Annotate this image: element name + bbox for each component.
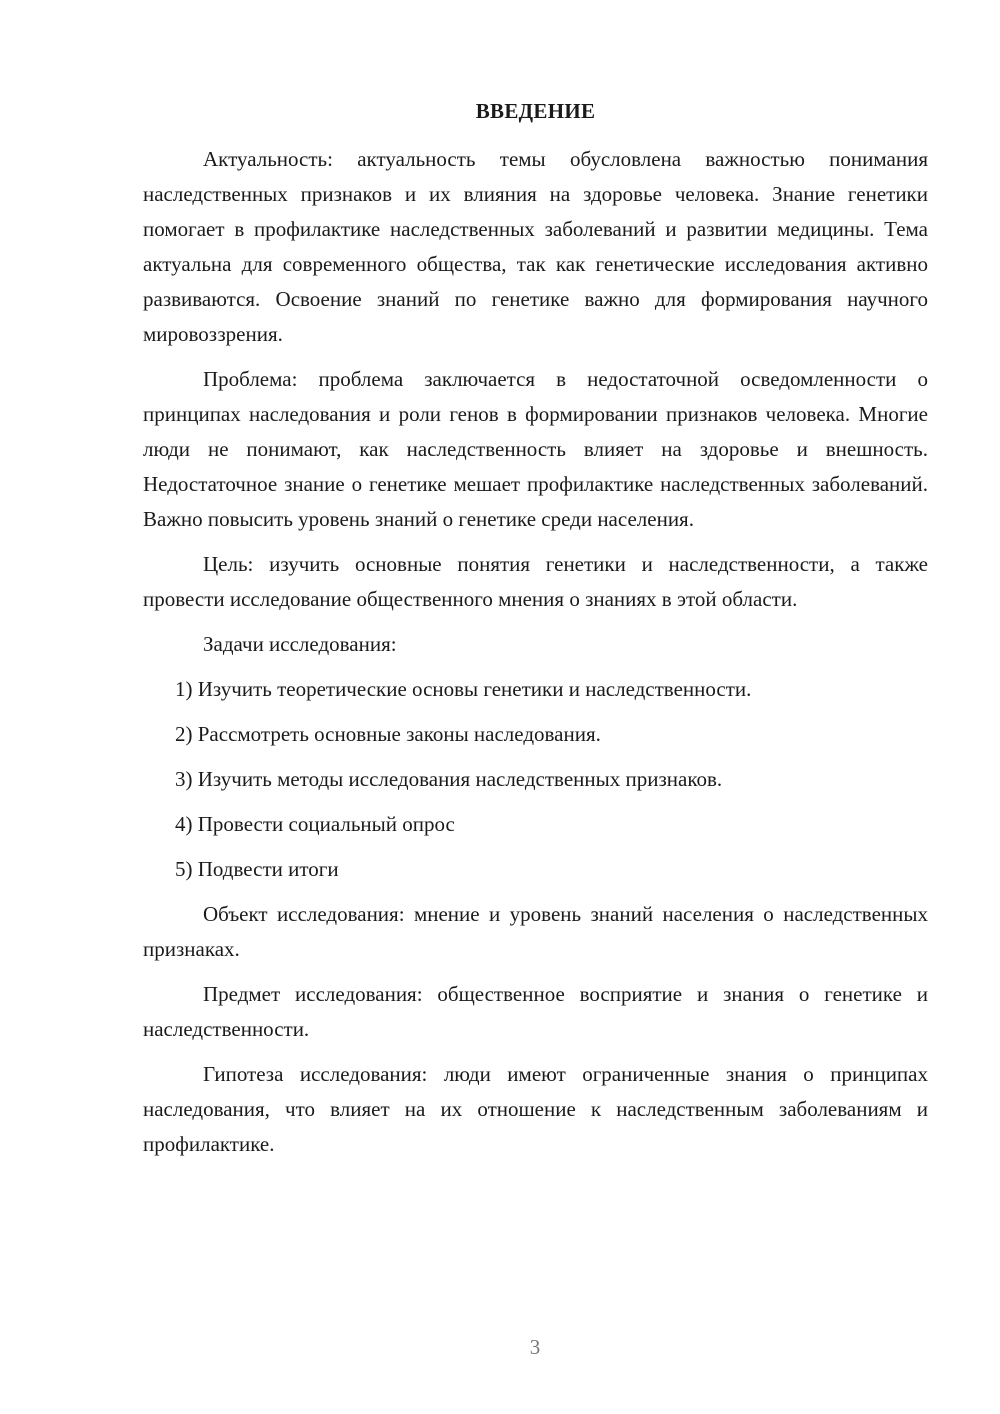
page-number: 3 — [529, 1335, 541, 1359]
document-body — [143, 142, 928, 1162]
paragraph-problem: Проблема: проблема заключается в недостаточной осведомленности о принципах наследования и роли генов в формировании признаков человека. Многие люди не понимают, как наследственность влияет на здоровье и внешность. Недостаточное знание о генетике мешает профилактике наследственных заболеваний. Важно повысить уровень знаний о генетике среди населения. — [143, 367, 928, 531]
section-title: ВВЕДЕНИЕ — [475, 99, 596, 123]
paragraph-relevance: Актуальность: актуальность темы обусловлена важностью понимания наследственных признаков и их влияния на здоровье человека. Знание генетики помогает в профилактике наследственных заболеваний и развитии медицины. Тема актуальна для современного общества, так как генетические исследования активно развиваются. Освоение знаний по генетике важно для формирования научного мировоззрения. — [143, 147, 928, 346]
task-item: 3) Изучить методы исследования наследственных признаков. — [175, 767, 723, 791]
paragraph-hypothesis: Гипотеза исследования: люди имеют ограниченные знания о принципах наследования, что влияет на их отношение к наследственным заболеваниям и профилактике. — [143, 1062, 928, 1156]
task-item: 4) Провести социальный опрос — [175, 812, 455, 836]
task-item: 5) Подвести итоги — [175, 857, 339, 881]
paragraph-subject: Предмет исследования: общественное восприятие и знания о генетике и наследственности. — [143, 982, 928, 1041]
task-item: 2) Рассмотреть основные законы наследования. — [175, 722, 601, 746]
paragraph-tasks-heading: Задачи исследования: — [203, 632, 397, 656]
paragraph-object: Объект исследования: мнение и уровень знаний населения о наследственных признаках. — [143, 902, 928, 961]
paragraph-goal: Цель: изучить основные понятия генетики и наследственности, а также провести исследование общественного мнения о знаниях в этой области. — [143, 552, 928, 611]
task-item: 1) Изучить теоретические основы генетики и наследственности. — [175, 677, 752, 701]
